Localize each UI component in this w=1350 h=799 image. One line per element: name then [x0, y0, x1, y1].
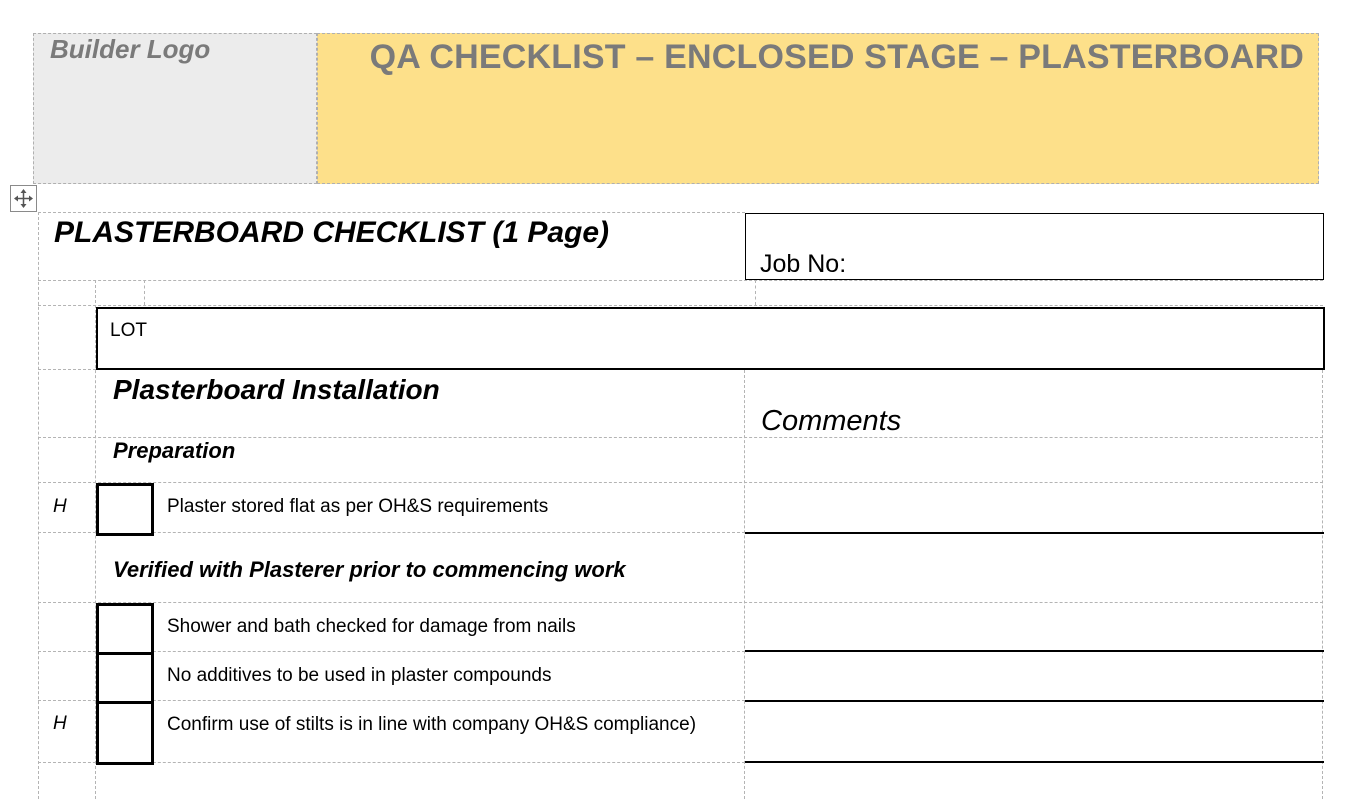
comment-line[interactable]: [745, 761, 1324, 763]
comment-line[interactable]: [745, 650, 1324, 652]
item-checkbox[interactable]: [96, 701, 154, 765]
comment-line[interactable]: [745, 700, 1324, 702]
checklist-heading: PLASTERBOARD CHECKLIST (1 Page): [54, 216, 610, 249]
checklist-item-text: Confirm use of stilts is in line with company OH&S compliance): [167, 714, 697, 735]
group-heading-verified: Verified with Plasterer prior to commencing work: [113, 557, 626, 582]
hazard-flag: H: [53, 713, 67, 734]
item-checkbox[interactable]: [96, 603, 154, 656]
lot-field[interactable]: [96, 307, 1325, 370]
item-checkbox[interactable]: [96, 483, 154, 536]
section-heading: Plasterboard Installation: [113, 374, 440, 405]
hazard-flag: H: [53, 496, 67, 517]
table-move-handle[interactable]: [10, 185, 37, 212]
comment-line[interactable]: [745, 532, 1324, 534]
lot-label: LOT: [110, 320, 147, 341]
move-arrows-icon: [13, 188, 34, 209]
checklist-item-text: Shower and bath checked for damage from nails: [167, 616, 576, 637]
item-checkbox[interactable]: [96, 652, 154, 704]
group-heading-preparation: Preparation: [113, 438, 236, 463]
builder-logo-placeholder: Builder Logo: [50, 34, 211, 64]
job-number-label: Job No:: [760, 250, 847, 278]
comments-column-heading: Comments: [761, 405, 902, 437]
checklist-item-text: No additives to be used in plaster compounds: [167, 665, 552, 686]
checklist-item-text: Plaster stored flat as per OH&S requirements: [167, 496, 549, 517]
document-title: QA CHECKLIST – ENCLOSED STAGE – PLASTERBOARD: [369, 38, 1304, 76]
